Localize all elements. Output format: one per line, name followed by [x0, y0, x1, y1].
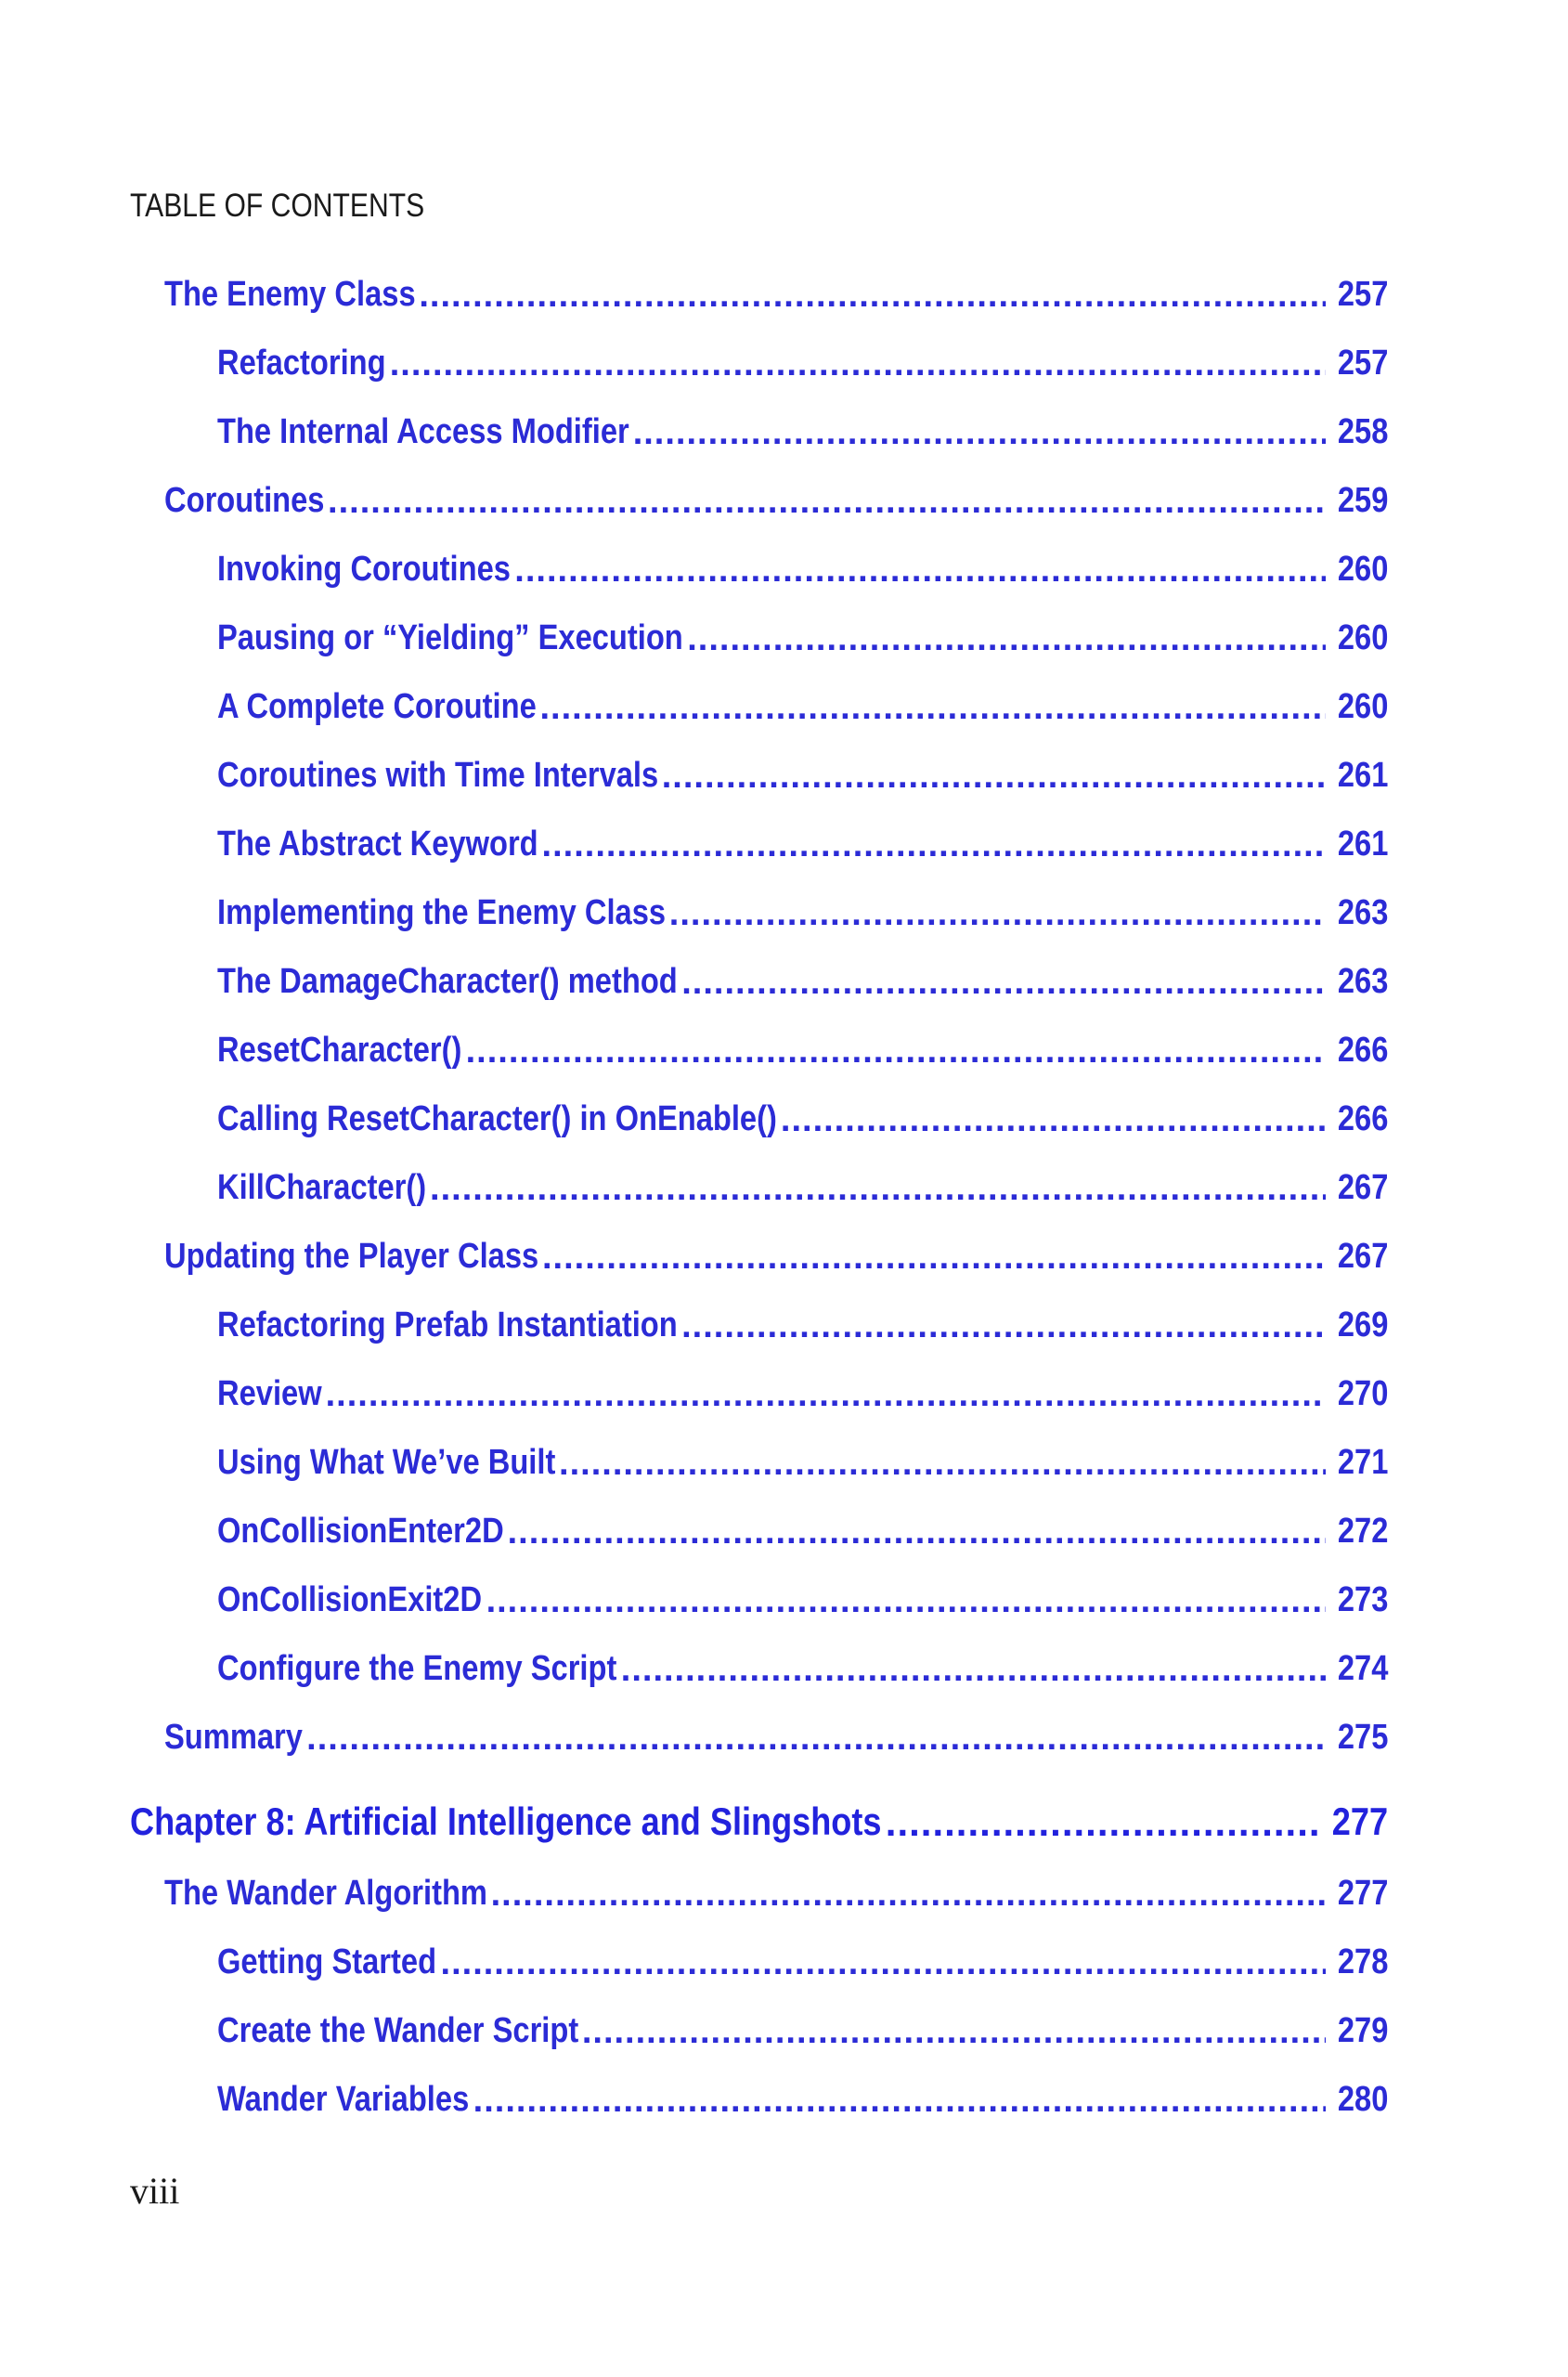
toc-entry-page: 279 [1337, 2011, 1388, 2050]
toc-entry[interactable] [217, 893, 1388, 933]
toc-entry[interactable] [217, 1099, 1388, 1139]
toc-entry-label: Pausing or “Yielding” Execution [217, 618, 683, 657]
toc-entry-label: The Internal Access Modifier [217, 412, 629, 451]
toc-entry-page: 270 [1337, 1374, 1388, 1413]
toc-chapter-entry[interactable] [130, 1799, 1388, 1844]
dot-leader [466, 1032, 1326, 1067]
dot-leader [559, 1444, 1326, 1479]
toc-entry-page: 274 [1337, 1649, 1388, 1688]
toc-entry-page: 260 [1337, 618, 1388, 657]
dot-leader [328, 482, 1326, 517]
dot-leader [508, 1513, 1326, 1548]
toc-entry[interactable] [217, 1649, 1388, 1689]
dot-leader [681, 1306, 1325, 1342]
dot-leader [419, 276, 1325, 311]
dot-leader [669, 894, 1326, 929]
toc-entry[interactable] [217, 687, 1388, 727]
toc-entry-page: 280 [1337, 2080, 1388, 2119]
toc-entry-label: KillCharacter() [217, 1168, 427, 1207]
dot-leader [886, 1800, 1319, 1839]
toc-entry-label: The Enemy Class [164, 275, 416, 314]
toc-entry-page: 260 [1337, 687, 1388, 726]
dot-leader [681, 963, 1325, 998]
toc-entry-label: Configure the Enemy Script [217, 1649, 617, 1688]
dot-leader [542, 1238, 1326, 1273]
toc-entry[interactable] [217, 825, 1388, 864]
toc-entry[interactable] [217, 1580, 1388, 1620]
toc-entry-label: Invoking Coroutines [217, 550, 511, 589]
toc-entry-label: Getting Started [217, 1942, 437, 1981]
running-head: TABLE OF CONTENTS [130, 188, 425, 224]
toc-entry[interactable] [217, 550, 1388, 590]
toc-entry[interactable] [217, 2011, 1388, 2051]
toc-entry-label: ResetCharacter() [217, 1031, 462, 1070]
toc-entry-page: 267 [1337, 1168, 1388, 1207]
dot-leader [781, 1100, 1326, 1136]
toc-entry-label: Updating the Player Class [164, 1237, 539, 1276]
toc-entry-page: 263 [1337, 962, 1388, 1001]
toc-entry[interactable] [217, 1512, 1388, 1552]
toc-entry[interactable] [217, 1374, 1388, 1414]
toc-entry-page: 263 [1337, 893, 1388, 932]
toc-entry[interactable] [164, 481, 1388, 521]
toc-entry[interactable] [164, 1237, 1388, 1277]
toc-entry[interactable] [217, 1942, 1388, 1982]
toc-entry-label: Wander Variables [217, 2080, 470, 2119]
toc-entry[interactable] [217, 344, 1388, 383]
toc-entry-page: 261 [1337, 756, 1388, 795]
toc-entry-page: 266 [1337, 1031, 1388, 1070]
toc-entry-label: Refactoring Prefab Instantiation [217, 1305, 678, 1344]
dot-leader [326, 1375, 1326, 1410]
toc-entry-label: Create the Wander Script [217, 2011, 579, 2050]
toc-entry-label: The DamageCharacter() method [217, 962, 678, 1001]
toc-entry-label: Calling ResetCharacter() in OnEnable() [217, 1099, 777, 1138]
toc-entry-page: 273 [1337, 1580, 1388, 1619]
toc-chapter-label: Chapter 8: Artificial Intelligence and Slingshots [130, 1799, 882, 1843]
toc-entry-page: 266 [1337, 1099, 1388, 1138]
toc-chapter-page: 277 [1331, 1799, 1388, 1843]
dot-leader [491, 1875, 1326, 1910]
toc-entry-label: OnCollisionExit2D [217, 1580, 483, 1619]
dot-leader [514, 551, 1325, 586]
toc-entry-page: 269 [1337, 1305, 1388, 1344]
toc-entry[interactable] [217, 412, 1388, 452]
toc-entry-page: 258 [1337, 412, 1388, 451]
toc-entry[interactable] [164, 275, 1388, 315]
toc-entry[interactable] [217, 756, 1388, 796]
toc-entry[interactable] [217, 1305, 1388, 1345]
toc-entry-page: 278 [1337, 1942, 1388, 1981]
dot-leader [582, 2012, 1326, 2047]
toc-entry-page: 257 [1337, 344, 1388, 383]
toc-entry-page: 259 [1337, 481, 1388, 520]
dot-leader [486, 1581, 1326, 1617]
toc-entry-label: The Wander Algorithm [164, 1874, 487, 1913]
dot-leader [662, 757, 1326, 792]
toc-entry[interactable] [217, 1031, 1388, 1071]
toc-entry-page: 277 [1337, 1874, 1388, 1913]
toc-entry-label: Review [217, 1374, 322, 1413]
toc-entry[interactable] [217, 1168, 1388, 1208]
toc-entry[interactable] [164, 1874, 1388, 1914]
dot-leader [306, 1719, 1325, 1754]
toc-entry[interactable] [217, 962, 1388, 1002]
toc-entry[interactable] [217, 618, 1388, 658]
toc-entry-label: Summary [164, 1718, 303, 1757]
toc-entry-page: 257 [1337, 275, 1388, 314]
toc-entry-page: 275 [1337, 1718, 1388, 1757]
dot-leader [539, 688, 1325, 723]
dot-leader [633, 413, 1326, 448]
dot-leader [621, 1650, 1326, 1685]
toc-entry-label: OnCollisionEnter2D [217, 1512, 504, 1551]
dot-leader [441, 1943, 1326, 1979]
dot-leader [542, 825, 1326, 861]
toc-entry-label: Coroutines [164, 481, 325, 520]
dot-leader [473, 2081, 1326, 2116]
toc-entry-page: 260 [1337, 550, 1388, 589]
toc-entry-label: Implementing the Enemy Class [217, 893, 667, 932]
toc-entry-label: A Complete Coroutine [217, 687, 537, 726]
toc-entry-page: 267 [1337, 1237, 1388, 1276]
toc-entry[interactable] [217, 1443, 1388, 1483]
toc-entry[interactable] [164, 1718, 1388, 1758]
toc-entry-page: 271 [1337, 1443, 1388, 1482]
toc-entry-page: 272 [1337, 1512, 1388, 1551]
toc-entry-label: The Abstract Keyword [217, 825, 538, 864]
dot-leader [687, 619, 1325, 655]
dot-leader [430, 1169, 1326, 1204]
toc-entry[interactable] [217, 2080, 1388, 2120]
toc-entry-page: 261 [1337, 825, 1388, 864]
toc-entry-label: Refactoring [217, 344, 386, 383]
page-number: viii [130, 2170, 180, 2212]
toc-entry-label: Coroutines with Time Intervals [217, 756, 659, 795]
dot-leader [390, 344, 1326, 380]
toc-entry-label: Using What We’ve Built [217, 1443, 556, 1482]
